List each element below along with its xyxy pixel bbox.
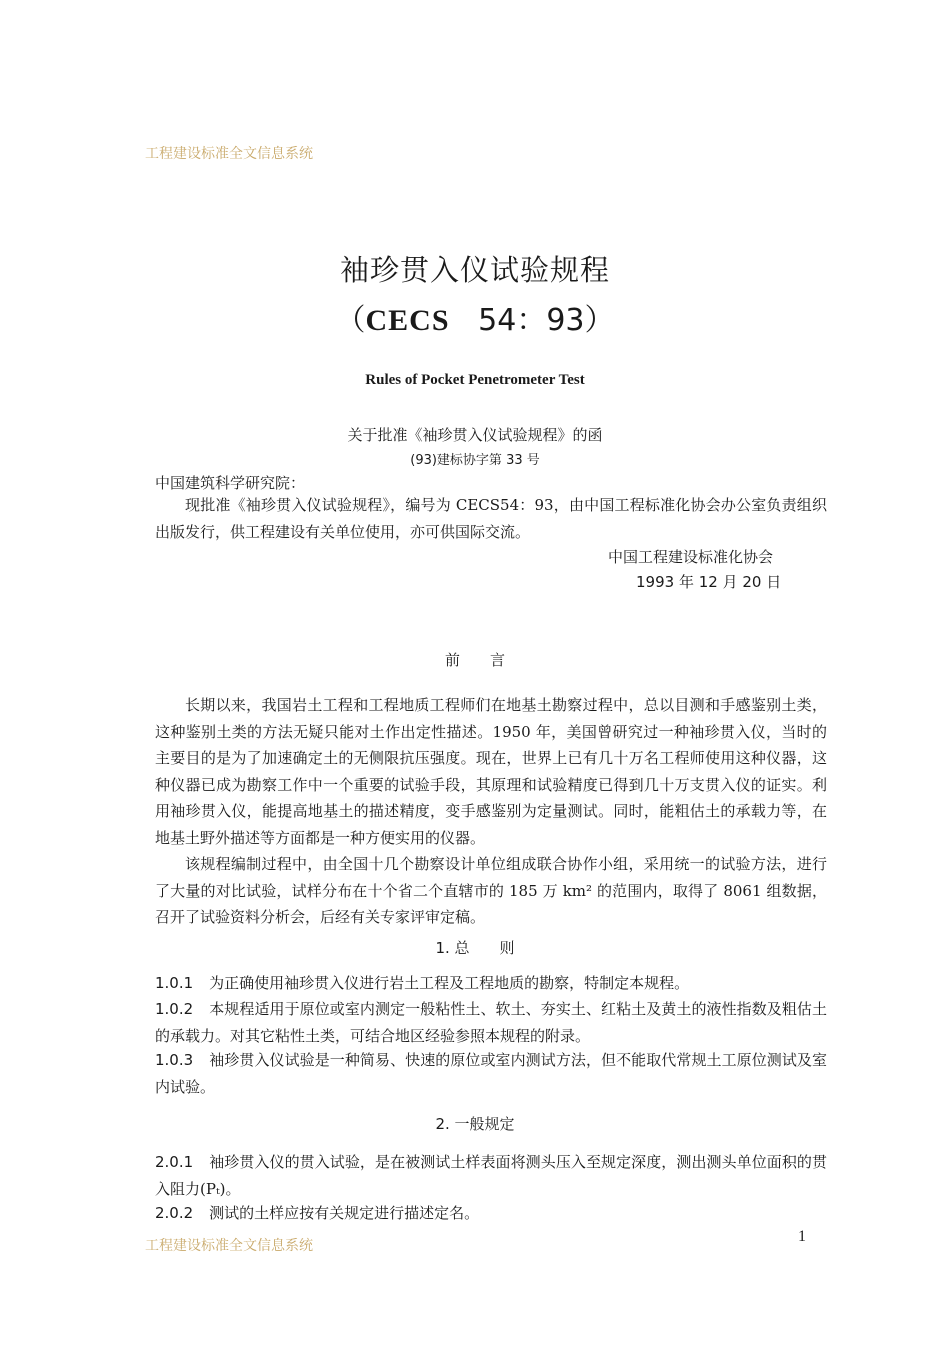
clause-1-0-2: [155, 996, 827, 1049]
preface-paragraph-2: 该规程编制过程中，由全国十几个勘察设计单位组成联合协作小组，采用统一的试验方法，进行了大量的对比试验，试样分布在十个省二个直辖市的 185 万 km² 的范围内，取得了 8061 组数据，召开了试验资料分析会，后经有关专家评审定稿。: [155, 855, 827, 926]
page-number: 1: [798, 1228, 806, 1245]
clause-text: 袖珍贯入仪试验是一种简易、快速的原位或室内测试方法，但不能取代常规土工原位测试及室内试验。: [155, 1051, 827, 1096]
letter-recipient: 中国建筑科学研究院：: [155, 474, 306, 492]
code-open-paren: （: [335, 303, 366, 338]
preface-paragraph-1: 长期以来，我国岩土工程和工程地质工程师们在地基土勘察过程中，总以目测和手感鉴别土类，这种鉴别土类的方法无疑只能对土作出定性描述。1950 年，美国曾研究过一种袖珍贯入仪，当时的主要目的是为了加速确定土的无侧限抗压强度。现在，世界上已有几十万名工程师使用这种仪器，这种仪器已成为勘察工作中一个重要的试验手段，其原理和试验精度已得到几十万支贯入仪的证实。利用袖珍贯入仪，能提高地基土的描述精度，变手感鉴别为定量测试。同时，能粗估土的承载力等，在地基土野外描述等方面都是一种方便实用的仪器。: [155, 696, 827, 847]
clause-number: 1.0.1: [155, 974, 194, 992]
clause-text: 测试的土样应按有关规定进行描述定名。: [209, 1204, 480, 1222]
section-2-heading: 2. 一般规定: [435, 1115, 515, 1133]
clause-2-0-1: [155, 1149, 827, 1202]
clause-text: 袖珍贯入仪的贯入试验，是在被测试土样表面将测头压入至规定深度，测出测头单位面积的贯入阻力(Pₜ)。: [155, 1153, 827, 1198]
section-1-heading: 1. 总 则: [435, 939, 515, 957]
english-title: Rules of Pocket Penetrometer Test: [365, 372, 585, 388]
clause-1-0-3: [155, 1047, 827, 1100]
letter-number: (93)建标协字第 33 号: [410, 453, 540, 468]
clause-number: 2.0.1: [155, 1153, 194, 1171]
clause-number: 1.0.2: [155, 1000, 194, 1018]
clause-text: 为正确使用袖珍贯入仪进行岩土工程及工程地质的勘察，特制定本规程。: [209, 974, 690, 992]
clause-number: 2.0.2: [155, 1204, 194, 1222]
code-close-paren: ）: [584, 303, 615, 338]
watermark-top: 工程建设标准全文信息系统: [145, 146, 313, 162]
watermark-bottom: 工程建设标准全文信息系统: [145, 1238, 313, 1254]
code-number: 54：93: [478, 303, 585, 338]
code-prefix: CECS: [365, 304, 450, 337]
document-title: 袖珍贯入仪试验规程: [339, 253, 610, 287]
preface-heading: 前 言: [444, 651, 505, 669]
clause-text: 本规程适用于原位或室内测定一般粘性土、软土、夯实土、红粘土及黄土的液性指数及粗估土的承载力。对其它粘性土类，可结合地区经验参照本规程的附录。: [155, 1000, 827, 1045]
clause-2-0-2: [155, 1200, 827, 1227]
clause-1-0-1: [155, 970, 827, 997]
clause-number: 1.0.3: [155, 1051, 194, 1069]
letter-date: 1993 年 12 月 20 日: [636, 573, 782, 591]
letter-body: 现批准《袖珍贯入仪试验规程》，编号为 CECS54：93，由中国工程标准化协会办公室负责组织出版发行，供工程建设有关单位使用，亦可供国际交流。: [155, 496, 827, 541]
letter-issuer: 中国工程建设标准化协会: [608, 548, 774, 566]
standard-code: [0, 295, 950, 339]
letter-title: 关于批准《袖珍贯入仪试验规程》的函: [347, 426, 603, 444]
